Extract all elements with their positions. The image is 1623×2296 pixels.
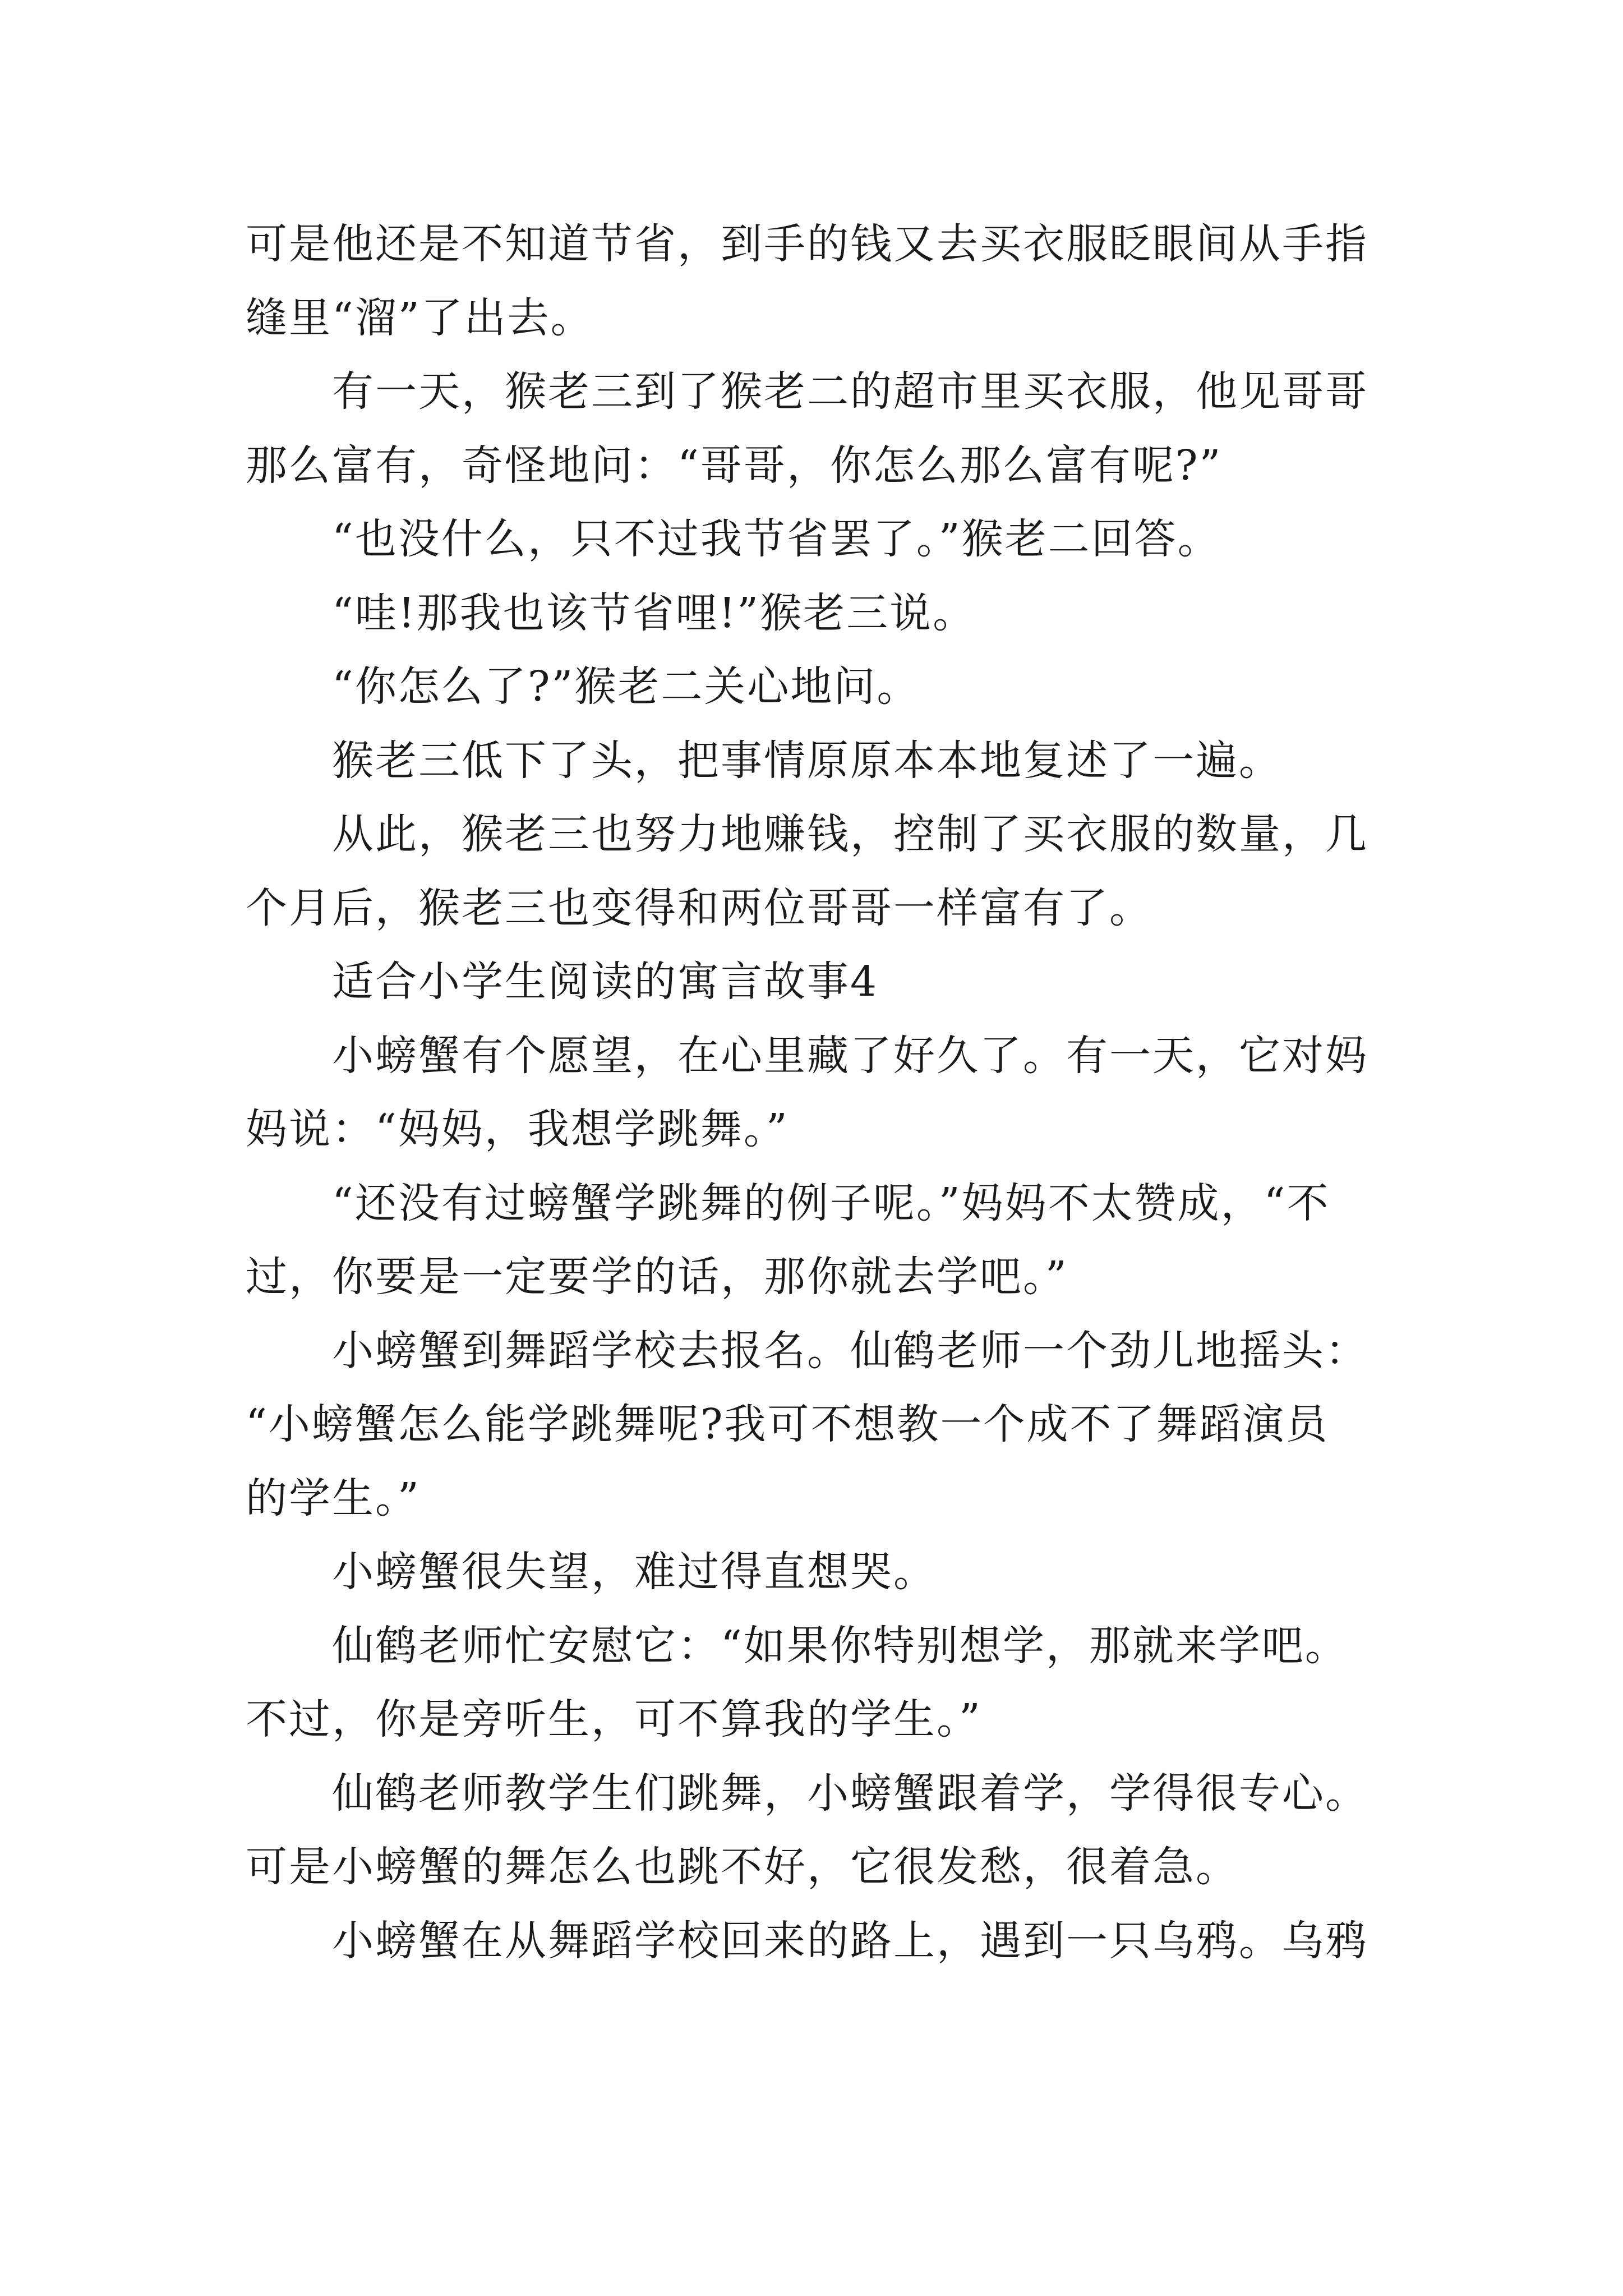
text-line: 个月后，猴老三也变得和两位哥哥一样富有了。 [246, 884, 1152, 932]
text-line: 可是他还是不知道节省，到手的钱又去买衣服眨眼间从手指 [246, 220, 1368, 268]
text-line: 猴老三低下了头，把事情原原本本地复述了一遍。 [246, 736, 1282, 785]
section-heading: 适合小学生阅读的寓言故事4 [246, 958, 879, 1006]
text-line: 可是小螃蟹的舞怎么也跳不好，它很发愁，很着急。 [246, 1843, 1239, 1891]
text-line: “你怎么了?”猴老二关心地问。 [246, 662, 920, 711]
text-line: 仙鹤老师忙安慰它：“如果你特别想学，那就来学吧。 [246, 1621, 1348, 1670]
text-line: 有一天，猴老三到了猴老二的超市里买衣服，他见哥哥 [246, 367, 1368, 416]
text-line: 妈说：“妈妈，我想学跳舞。” [246, 1105, 789, 1153]
text-line: 缝里“溜”了出去。 [246, 293, 594, 342]
text-line: “哇!那我也该节省哩!”猴老三说。 [246, 588, 976, 637]
text-line: “也没什么，只不过我节省罢了。”猴老二回答。 [246, 515, 1221, 563]
text-line: 小螃蟹有个愿望，在心里藏了好久了。有一天，它对妈 [246, 1031, 1368, 1080]
text-line: 过，你要是一定要学的话，那你就去学吧。” [246, 1253, 1068, 1301]
text-line: “还没有过螃蟹学跳舞的例子呢。”妈妈不太赞成，“不 [246, 1179, 1330, 1227]
text-line: 小螃蟹很失望，难过得直想哭。 [246, 1548, 937, 1596]
text-line: 的学生。” [246, 1474, 421, 1522]
text-line: 那么富有，奇怪地问：“哥哥，你怎么那么富有呢?” [246, 441, 1223, 490]
text-line: 从此，猴老三也努力地赚钱，控制了买衣服的数量，几 [246, 810, 1368, 858]
document-body [246, 208, 1377, 1978]
text-line: 仙鹤老师教学生们跳舞，小螃蟹跟着学，学得很专心。 [246, 1769, 1368, 1818]
text-line: 小螃蟹到舞蹈学校去报名。仙鹤老师一个劲儿地摇头： [246, 1326, 1368, 1375]
text-line: “小螃蟹怎么能学跳舞呢?我可不想教一个成不了舞蹈演员 [246, 1400, 1329, 1448]
text-line: 不过，你是旁听生，可不算我的学生。” [246, 1695, 982, 1743]
text-line: 小螃蟹在从舞蹈学校回来的路上，遇到一只乌鸦。乌鸦 [246, 1916, 1368, 1965]
